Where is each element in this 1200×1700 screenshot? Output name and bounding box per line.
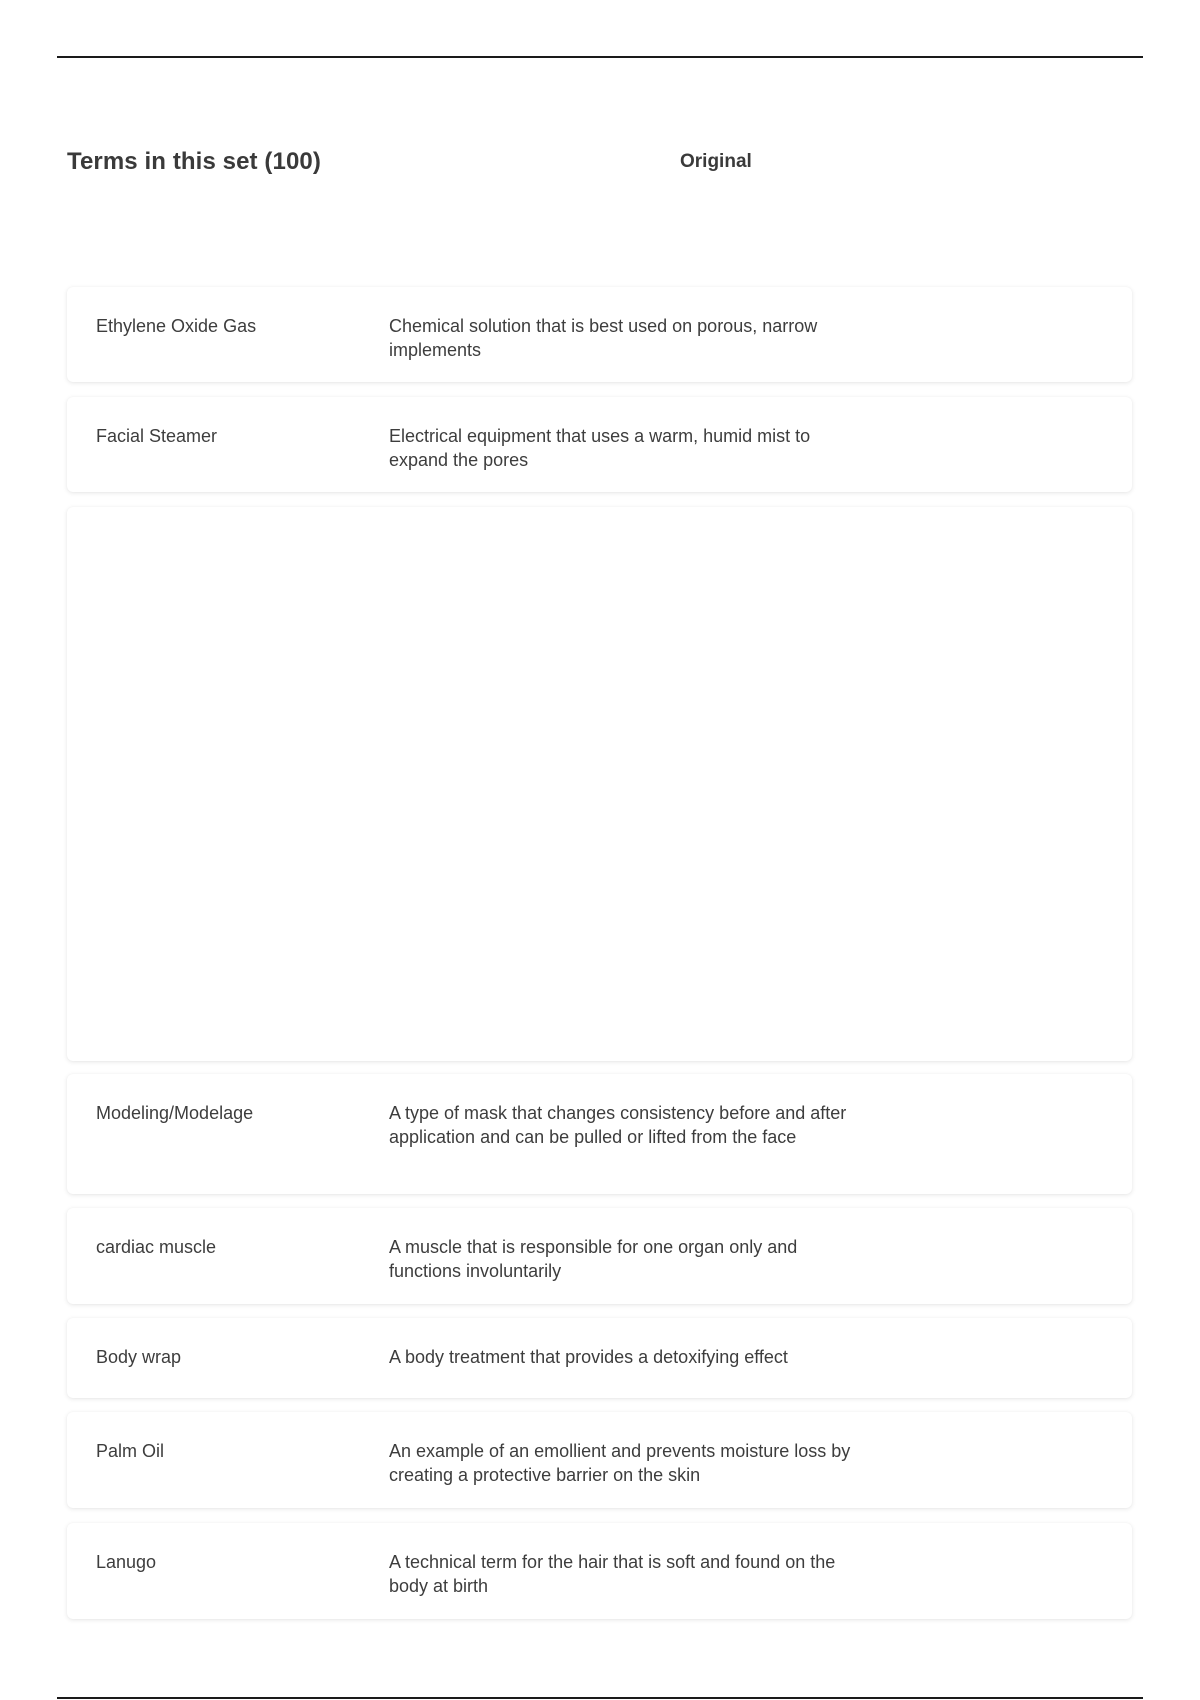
definition-text: A body treatment that provides a detoxifying effect <box>389 1347 788 1367</box>
term-card <box>67 1208 1132 1304</box>
term-card <box>67 1318 1132 1398</box>
term-text: Body wrap <box>96 1347 182 1367</box>
term-text: Ethylene Oxide Gas <box>96 316 257 336</box>
definition-text: An example of an emollient and prevents moisture loss by creating a protective barrier on the skin <box>389 1441 851 1485</box>
top-divider <box>57 56 1143 58</box>
term-card <box>67 1074 1132 1194</box>
definition-text: A technical term for the hair that is soft and found on the body at birth <box>389 1552 836 1596</box>
column-label: Original <box>680 151 752 172</box>
term-card-blank <box>67 507 1132 1061</box>
definition-text: Chemical solution that is best used on porous, narrow implements <box>389 316 818 360</box>
term-card <box>67 1412 1132 1508</box>
definition-text: A type of mask that changes consistency before and after application and can be pulled or lifted from the face <box>389 1103 847 1147</box>
term-card <box>67 287 1132 382</box>
definition-text: A muscle that is responsible for one organ only and functions involuntarily <box>389 1237 798 1281</box>
term-text: cardiac muscle <box>96 1237 217 1257</box>
term-text: Modeling/Modelage <box>96 1103 254 1123</box>
definition-text: Electrical equipment that uses a warm, humid mist to expand the pores <box>389 426 811 470</box>
set-title: Terms in this set (100) <box>67 148 321 175</box>
term-text: Palm Oil <box>96 1441 165 1461</box>
bottom-divider <box>57 1697 1143 1699</box>
term-card <box>67 1523 1132 1619</box>
term-text: Lanugo <box>96 1552 157 1572</box>
term-card <box>67 397 1132 492</box>
term-text: Facial Steamer <box>96 426 218 446</box>
